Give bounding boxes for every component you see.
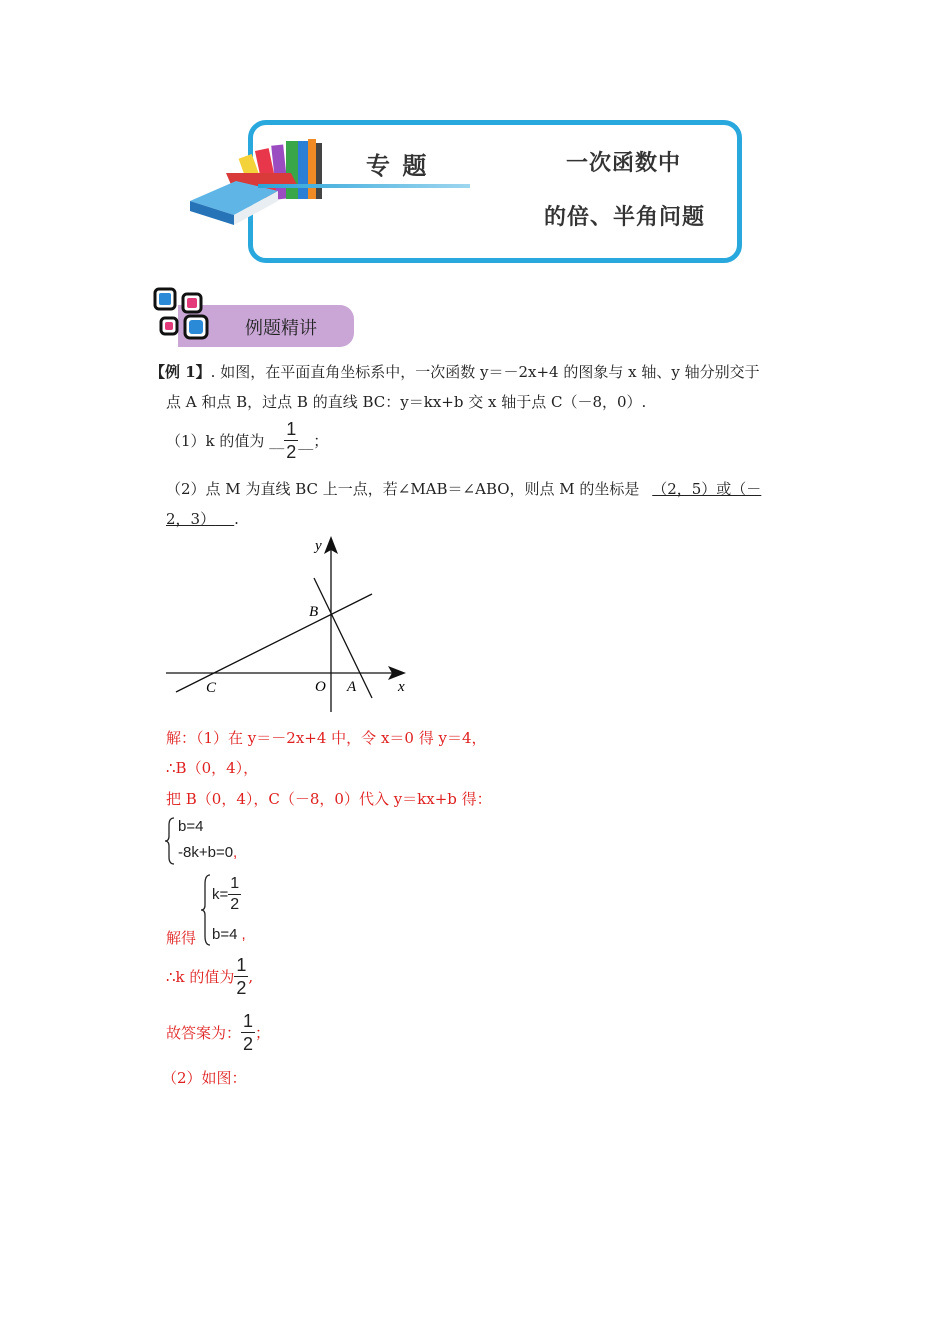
q2-end: .	[234, 510, 239, 528]
squares-icon	[152, 286, 212, 346]
brace-icon	[164, 817, 176, 865]
frac-denominator: 2	[243, 1034, 254, 1054]
o-label: O	[315, 679, 326, 695]
banner-gradient-rule	[258, 184, 470, 188]
solution-part2: （2）如图：	[162, 1069, 247, 1087]
y-label: y	[315, 538, 322, 554]
coordinate-figure	[160, 530, 420, 715]
sys2-k-fraction	[228, 876, 241, 913]
problem-line1	[150, 361, 760, 382]
section-label: 例题精讲	[245, 318, 317, 339]
sys2-k-text: k=	[212, 886, 229, 903]
question-2-cont	[166, 508, 239, 529]
c-label: C	[206, 680, 217, 696]
sys1-eq-a: b=4	[178, 818, 204, 835]
solution-line1: 解：（1）在 y＝－2x+4 中，令 x＝0 得 y＝4，	[166, 729, 487, 747]
q1-prefix: （1）k 的值为	[166, 432, 265, 450]
question-1	[166, 420, 328, 461]
sys2-eq-k	[212, 876, 241, 913]
sys1-end: ,	[233, 844, 238, 861]
question-2	[166, 478, 761, 499]
solve-label: 解得	[166, 929, 197, 947]
solution-line2: ∴B（0，4），	[166, 759, 259, 777]
books-illustration	[186, 135, 336, 227]
frac-denominator: 2	[236, 978, 247, 998]
x-label: x	[398, 679, 405, 695]
banner-label: 专 题	[366, 151, 429, 180]
k-value-end: ,	[248, 967, 254, 986]
frac-numerator: 1	[228, 876, 241, 895]
banner-title-line2: 的倍、半角问题	[544, 204, 706, 230]
problem-line2: 点 A 和点 B，过点 B 的直线 BC：y＝kx+b 交 x 轴于点 C（－8，0）.	[166, 393, 647, 411]
q2-answer-a: （2，5）或（－	[652, 480, 762, 498]
frac-numerator: 1	[236, 955, 247, 975]
answer-fraction	[241, 1012, 255, 1053]
problem-text-b: 的图象与 x 轴、y 轴分别交于	[558, 363, 760, 381]
frac-numerator: 1	[243, 1011, 254, 1031]
a-label: A	[347, 679, 357, 695]
frac-denominator: 2	[230, 896, 240, 913]
line-bc	[176, 594, 372, 692]
sys1-eq-b	[178, 844, 237, 861]
b-label: B	[309, 604, 319, 620]
problem-text-a: . 如图，在平面直角坐标系中，一次函数	[210, 363, 480, 381]
q1-answer-fraction	[284, 420, 298, 461]
sys2-end: ,	[241, 926, 246, 943]
answer-end: ；	[255, 1024, 271, 1042]
answer-prefix: 故答案为：	[166, 1024, 242, 1042]
frac-numerator: 1	[286, 419, 297, 439]
answer-line	[166, 1012, 270, 1053]
q2-answer-b: 2，3）	[166, 510, 216, 528]
q2-text: （2）点 M 为直线 BC 上一点，若∠MAB＝∠ABO，则点 M 的坐标是	[166, 480, 640, 498]
k-value-line	[166, 956, 253, 997]
q1-fill-right: __；	[298, 432, 329, 450]
q1-fill-left: __	[269, 431, 285, 450]
solution-line3: 把 B（0，4），C（－8，0）代入 y＝kx+b 得：	[166, 790, 492, 808]
k-value-fraction	[234, 956, 248, 997]
brace-icon	[200, 874, 212, 946]
problem-eq1: y＝－2x+4	[479, 363, 559, 381]
sys2-eq-b	[212, 926, 246, 943]
k-value-prefix: ∴k 的值为	[166, 968, 235, 986]
sys2-b-text: b=4	[212, 926, 238, 943]
problem-tag: 【例 1】	[150, 363, 211, 381]
banner-title-line1: 一次函数中	[566, 150, 682, 176]
sys1-eq-b-text: -8k+b=0	[178, 844, 234, 861]
frac-denominator: 2	[286, 442, 297, 462]
